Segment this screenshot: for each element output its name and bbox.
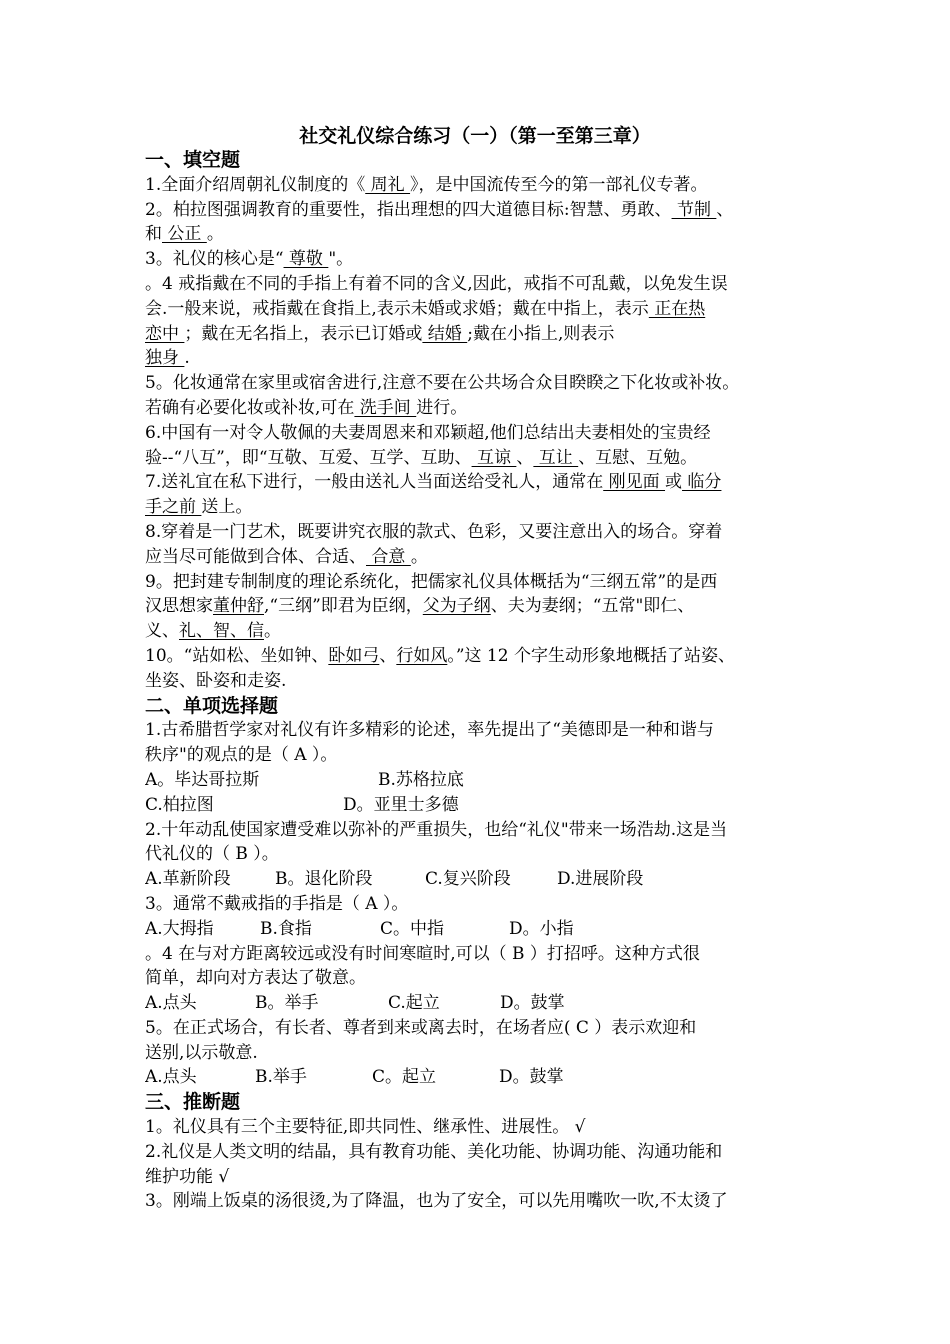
answer-blank: 洗手间 bbox=[354, 397, 417, 418]
fill-q3: 3。礼仪的核心是“ 尊敬 "。 bbox=[145, 249, 354, 270]
answer-blank: 正在热 bbox=[648, 298, 706, 319]
answer-blank: 礼、智、信 bbox=[179, 621, 264, 642]
option: D.进展阶段 bbox=[557, 869, 644, 890]
answer-blank: 节制 bbox=[671, 199, 717, 220]
option: C。中指 bbox=[380, 918, 445, 939]
choice-q2-options bbox=[145, 867, 810, 892]
answer-blank: 父为子纲 bbox=[422, 596, 491, 617]
option: C.复兴阶段 bbox=[425, 869, 511, 890]
option: C。起立 bbox=[372, 1067, 437, 1088]
answer-blank: 董仲舒 bbox=[213, 596, 264, 617]
option: A.革新阶段 bbox=[145, 869, 231, 890]
choice-q2: 2.十年动乱使国家遭受难以弥补的严重损失，也给“礼仪"带来一场浩劫.这是当 bbox=[145, 819, 728, 840]
choice-q1: 1.古希腊哲学家对礼仪有许多精彩的论述，率先提出了“美德即是一种和谐与 bbox=[145, 720, 714, 741]
fill-q4-cont: 恋中 ；戴在无名指上，表示已订婚或 结婚 ;戴在小指上,则表示 bbox=[145, 323, 615, 344]
option: B。退化阶段 bbox=[275, 869, 373, 890]
answer-blank: 刚见面 bbox=[603, 472, 666, 493]
section-heading-fill: 一、填空题 bbox=[145, 149, 241, 171]
option: B.苏格拉底 bbox=[378, 769, 464, 790]
answer-blank: 尊敬 bbox=[283, 249, 329, 270]
choice-q2-cont: 代礼仪的（ B ）。 bbox=[145, 844, 279, 865]
fill-q10-cont: 坐姿、卧姿和走姿. bbox=[145, 670, 287, 691]
judge-q1: 1。礼仪具有三个主要特征,即共同性、继承性、进展性。 √ bbox=[145, 1117, 586, 1138]
fill-q10: 10。“站如松、坐如钟、卧如弓、行如风。”这 12 个字生动形象地概括了站姿、 bbox=[145, 645, 735, 666]
choice-q4: 。4 在与对方距离较远或没有时间寒暄时,可以（ B ）打招呼。这种方式很 bbox=[145, 943, 700, 964]
answer-blank: 独身 bbox=[145, 348, 185, 369]
choice-q5-options bbox=[145, 1065, 810, 1090]
answer-blank: 手之前 bbox=[145, 497, 202, 518]
option: A.大拇指 bbox=[145, 918, 214, 939]
fill-q5-cont: 若确有必要化妆或补妆,可在 洗手间 进行。 bbox=[145, 397, 468, 418]
fill-q4-cont: 独身 . bbox=[145, 348, 190, 369]
answer-blank: 卧如弓 bbox=[328, 645, 380, 666]
choice-q3-options bbox=[145, 917, 810, 942]
fill-q8: 8.穿着是一门艺术，既要讲究衣服的款式、色彩，又要注意出入的场合。穿着 bbox=[145, 521, 723, 542]
fill-q7: 7.送礼宜在私下进行，一般由送礼人当面送给受礼人，通常在 刚见面 或 临分 bbox=[145, 472, 722, 493]
fill-q2-cont: 和 公正 。 bbox=[145, 224, 224, 245]
section-heading-judge: 三、推断题 bbox=[145, 1091, 241, 1114]
option: A.点头 bbox=[145, 993, 197, 1014]
option: C.起立 bbox=[388, 993, 440, 1014]
option: B.举手 bbox=[255, 1067, 307, 1088]
answer-blank: 结婚 bbox=[422, 323, 468, 344]
fill-q4: 。4 戒指戴在不同的手指上有着不同的含义,因此，戒指不可乱戴，以免发生误 bbox=[145, 273, 728, 294]
answer-blank: 周礼 bbox=[365, 174, 411, 195]
fill-q4-cont: 会.一般来说，戒指戴在食指上,表示未婚或求婚；戴在中指上，表示 正在热 bbox=[145, 298, 706, 319]
answer-blank: 临分 bbox=[682, 472, 722, 493]
fill-q8-cont: 应当尽可能做到合体、合适、 合意 。 bbox=[145, 546, 428, 567]
section-heading-choice: 二、单项选择题 bbox=[145, 694, 279, 717]
fill-q6: 6.中国有一对令人敬佩的夫妻周恩来和邓颖超,他们总结出夫妻相处的宝贵经 bbox=[145, 422, 711, 443]
fill-q1: 1.全面介绍周朝礼仪制度的《 周礼 》，是中国流传至今的第一部礼仪专著。 bbox=[145, 174, 708, 195]
choice-q3: 3。通常不戴戒指的手指是（ A ）。 bbox=[145, 893, 409, 914]
option: D。鼓掌 bbox=[499, 1067, 564, 1088]
judge-q2: 2.礼仪是人类文明的结晶，具有教育功能、美化功能、协调功能、沟通功能和 bbox=[145, 1141, 723, 1162]
choice-q5: 5。在正式场合，有长者、尊者到来或离去时，在场者应( C ）表示欢迎和 bbox=[145, 1017, 697, 1038]
answer-blank: 互让 bbox=[533, 447, 579, 468]
fill-q9: 9。把封建专制制度的理论系统化，把儒家礼仪具体概括为“三纲五常”的是西 bbox=[145, 571, 718, 592]
fill-q5: 5。化妆通常在家里或宿舍进行,注意不要在公共场合众目睽睽之下化妆或补妆。 bbox=[145, 373, 740, 394]
option: A。毕达哥拉斯 bbox=[145, 769, 260, 790]
choice-q1-options bbox=[145, 768, 810, 793]
option: D。小指 bbox=[509, 918, 574, 939]
judge-q2-cont: 维护功能 √ bbox=[145, 1166, 230, 1187]
choice-q5-cont: 送别,以示敬意. bbox=[145, 1042, 258, 1063]
answer-blank: 行如风 bbox=[396, 645, 448, 666]
option: C.柏拉图 bbox=[145, 794, 214, 815]
choice-q4-options bbox=[145, 991, 810, 1016]
choice-q4-cont: 简单，却向对方表达了敬意。 bbox=[145, 968, 366, 989]
choice-q1-cont: 秩序"的观点的是（ A ）。 bbox=[145, 745, 338, 766]
fill-q9-cont: 义、礼、智、信。 bbox=[145, 621, 281, 642]
answer-blank: 恋中 bbox=[145, 323, 185, 344]
option: A.点头 bbox=[145, 1067, 197, 1088]
answer-blank: 互谅 bbox=[471, 447, 517, 468]
page-title: 社交礼仪综合练习（一）（第一至第三章） bbox=[299, 125, 651, 147]
answer-blank: 公正 bbox=[162, 224, 207, 245]
fill-q9-cont: 汉思想家董仲舒,“三纲”即君为臣纲，父为子纲、夫为妻纲；“五常"即仁、 bbox=[145, 596, 695, 617]
option: B。举手 bbox=[255, 993, 319, 1014]
option: B.食指 bbox=[260, 918, 312, 939]
fill-q7-cont: 手之前 送上。 bbox=[145, 497, 253, 518]
judge-q3: 3。刚端上饭桌的汤很烫,为了降温，也为了安全，可以先用嘴吹一吹,不太烫了 bbox=[145, 1191, 728, 1212]
fill-q6-cont: 验--“八互”，即“互敬、互爱、互学、互助、 互谅 、 互让 、互慰、互勉。 bbox=[145, 447, 698, 468]
document-body bbox=[145, 148, 810, 1214]
choice-q1-options bbox=[145, 793, 810, 818]
option: D。鼓掌 bbox=[500, 993, 565, 1014]
answer-blank: 合意 bbox=[366, 546, 411, 567]
fill-q2: 2。柏拉图强调教育的重要性，指出理想的四大道德目标:智慧、勇敢、 节制 、 bbox=[145, 199, 734, 220]
option: D。亚里士多德 bbox=[343, 794, 459, 815]
